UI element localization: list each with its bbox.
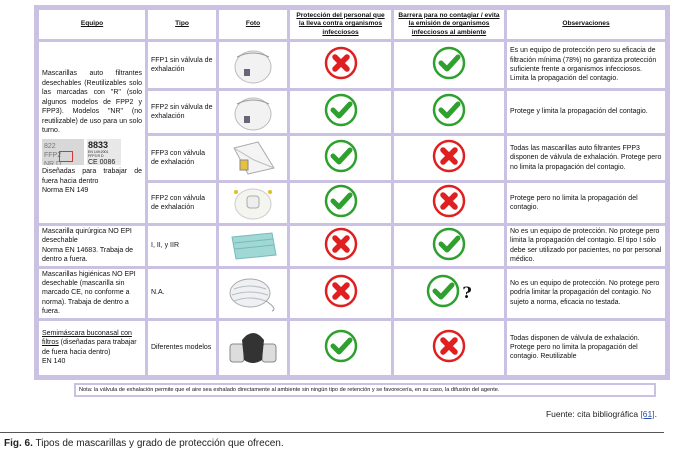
equipo-text-2: Diseñadas para trabajar de fuera hacia dentro (42, 168, 142, 185)
proteccion-cell (290, 226, 391, 266)
half-mask-respirator-photo (219, 326, 287, 370)
equipo-title: Semimáscara buconasal con filtros (42, 329, 132, 347)
svg-text:8833: 8833 (88, 140, 109, 151)
check-icon (324, 93, 358, 130)
photo-cell (219, 269, 287, 318)
check-icon (324, 139, 358, 176)
cross-icon (432, 139, 466, 176)
table-row (39, 321, 665, 375)
header-foto: Foto (219, 10, 287, 39)
photo-cell (219, 226, 287, 266)
ffp2-valve-mask-photo (219, 184, 287, 222)
svg-text:CE 0086: CE 0086 (88, 159, 116, 166)
svg-text:FFP3 R D: FFP3 R D (88, 154, 104, 159)
proteccion-cell (290, 269, 391, 318)
observaciones-cell: No es un equipo de protección. No protege pero limita la propagación del contagio. El tipo I sólo debe ser utilizado por pacientes, no por personal médico. (507, 226, 665, 266)
photo-cell (219, 136, 287, 180)
observaciones-cell: Todas disponen de válvula de exhalación. Protege pero no limita la propagación del contagio. Reutilizable (507, 321, 665, 375)
observaciones-cell: Es un equipo de protección pero su eficacia de filtración mínima (78%) no garantiza protección suficiente frente a organismos infecciosos. Limita la propagación del contagio. (507, 42, 665, 88)
header-equipo: Equipo (39, 10, 145, 39)
nr-highlight-box (59, 151, 73, 162)
barrera-cell (394, 226, 504, 266)
table-row (39, 226, 665, 266)
tipo-cell: FFP2 sin válvula de exhalación (148, 91, 216, 133)
observaciones-cell: Todas las mascarillas auto filtrantes FPP3 disponen de válvula de exhalación. Protege pero no limita la propagación del contagio. (507, 136, 665, 180)
marking-images (42, 139, 142, 165)
source-label: Fuente: cita bibliográfica (545, 409, 641, 419)
barrera-cell (394, 42, 504, 88)
header-tipo: Tipo (148, 10, 216, 39)
photo-cell (219, 91, 287, 133)
tipo-cell: FFP1 sin válvula de exhalación (148, 42, 216, 88)
header-observaciones: Observaciones (507, 10, 665, 39)
barrera-cell (394, 321, 504, 375)
source-line (546, 409, 657, 419)
check-icon (432, 93, 466, 130)
table-note (74, 383, 656, 397)
table-row (39, 269, 665, 318)
proteccion-cell (290, 321, 391, 375)
photo-cell (219, 321, 287, 375)
equipo-cell: Mascarilla quirúrgica NO EPI desechable Norma EN 14683. Trabaja de dentro a fuera. (39, 226, 145, 266)
source-end: . (654, 409, 657, 419)
check-icon (432, 46, 466, 83)
proteccion-cell (290, 136, 391, 180)
tipo-cell: N.A. (148, 269, 216, 318)
r-marking-image (87, 139, 121, 165)
header-row (39, 10, 665, 39)
note-text: Nota: la válvula de exhalación permite que el aire sea exhalado directamente al ambiente sin ningún tipo de retención y se favorecería, en su caso, la difusión del agente. (76, 385, 654, 395)
cross-icon (324, 274, 358, 311)
equipo-cell: Mascarillas higiénicas NO EPI desechable (mascarilla sin marcado CE, no conforme a norma). Trabaja de dentro a fuera. (39, 269, 145, 318)
caption-label: Fig. 6. (4, 438, 33, 449)
equipo-norma: EN 140 (42, 358, 66, 366)
table-row (39, 42, 665, 88)
observaciones-cell: No es un equipo de protección. No protege pero podría limitar la propagación del contagio. No sujeto a norma, eficacia no testada. (507, 269, 665, 318)
tipo-cell: FFP2 con válvula de exhalación (148, 183, 216, 223)
svg-text:EN 149:2001: EN 149:2001 (88, 150, 109, 155)
ffp2-mask-photo (219, 92, 287, 132)
proteccion-cell (290, 183, 391, 223)
equipo-cell (39, 321, 145, 375)
check-icon (432, 227, 466, 264)
cross-icon (324, 227, 358, 264)
photo-cell (219, 183, 287, 223)
figure-caption (4, 438, 284, 449)
nr-marking-text: 822 FFP2 NR D (44, 143, 62, 166)
header-proteccion: Protección del personal que la lleva contra organismos infecciosos (290, 10, 391, 39)
tipo-cell: Diferentes modelos (148, 321, 216, 375)
divider (0, 432, 664, 433)
question-mark: ? (462, 283, 472, 303)
cross-icon (324, 46, 358, 83)
ffp3-valve-mask-photo (219, 138, 287, 178)
barrera-cell (394, 91, 504, 133)
photo-cell (219, 42, 287, 88)
header-barrera: Barrera para no contagiar / evita la emisión de organismos infecciosos al ambiente (394, 10, 504, 39)
tipo-cell: FFP3 con válvula de exhalación (148, 136, 216, 180)
barrera-cell (394, 183, 504, 223)
masks-table (34, 5, 670, 380)
barrera-cell (394, 136, 504, 180)
hygienic-mask-photo (219, 273, 287, 313)
ffp1-mask-photo (219, 45, 287, 85)
proteccion-cell (290, 91, 391, 133)
check-icon (324, 184, 358, 221)
tipo-cell: I, II, y IIR (148, 226, 216, 266)
reference-link[interactable]: [61] (640, 409, 655, 419)
barrera-cell (394, 269, 504, 318)
proteccion-cell (290, 42, 391, 88)
equipo-text: (diseñadas para trabajar de fuera hacia dentro) (42, 339, 137, 356)
cross-icon (432, 184, 466, 221)
equipo-cell (39, 42, 145, 223)
check-icon (426, 274, 460, 311)
nr-marking-image (42, 139, 84, 165)
observaciones-cell: Protege pero no limita la propagación del contagio. (507, 183, 665, 223)
observaciones-cell: Protege y limita la propagación del contagio. (507, 91, 665, 133)
check-icon (324, 329, 358, 366)
surgical-mask-photo (219, 229, 287, 263)
equipo-norma: Norma EN 149 (42, 187, 89, 195)
caption-text: Tipos de mascarillas y grado de protección que ofrecen. (32, 438, 284, 449)
cross-icon (432, 329, 466, 366)
equipo-text: Mascarillas auto filtrantes desechables (Reutilizables solo las marcadas con "R" (solo algunos modelos de FPP2 y FPP3). Modelos "NR" (no reutilizable) de uso para un solo turno. (42, 70, 142, 134)
